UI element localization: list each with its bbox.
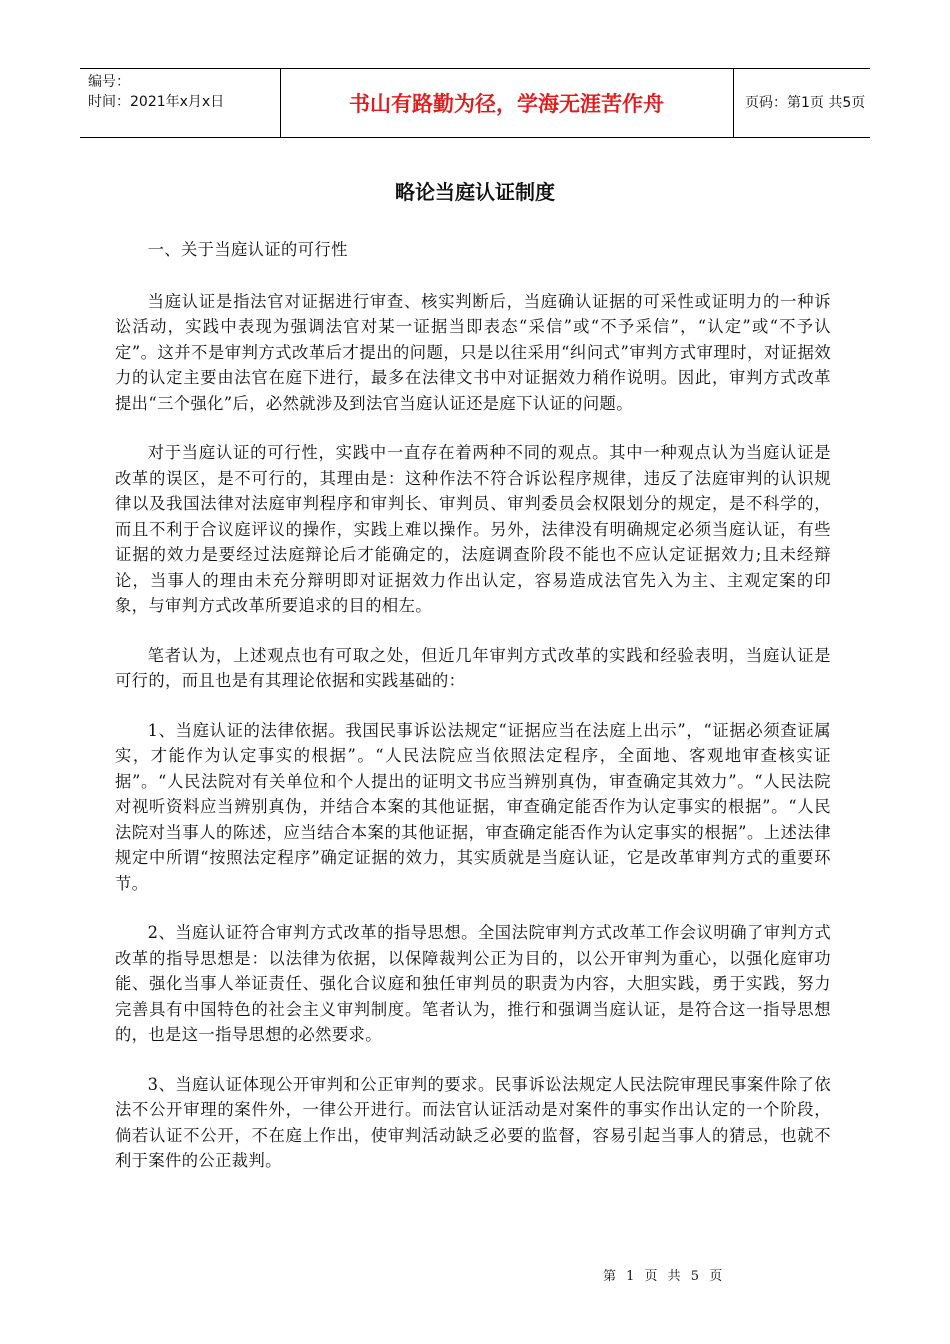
body-paragraph: 对于当庭认证的可行性，实践中一直存在着两种不同的观点。其中一种观点认为当庭认证是改革的误区，是不可行的，其理由是：这种作法不符合诉讼程序规律，违反了法庭审判的认识规律以及我国法律对法庭审判程序和审判长、审判员、审判委员会权限划分的规定，是不科学的，而且不利于合议庭评议的操作，实践上难以操作。另外，法律没有明确规定必须当庭认证，有些证据的效力是要经过法庭辩论后才能确定的，法庭调查阶段不能也不应认定证据效力;且未经辩论，当事人的理由未充分辩明即对证据效力作出认定，容易造成法官先入为主、主观定案的印象，与审判方式改革所要追求的目的相左。 bbox=[115, 443, 831, 615]
body-paragraph: 3、当庭认证体现公开审判和公正审判的要求。民事诉讼法规定人民法院审理民事案件除了依法不公开审理的案件外，一律公开进行。而法官认证活动是对案件的事实作出认定的一个阶段，倘若认证不公开，不在庭上作出，使审判活动缺乏必要的监督，容易引起当事人的猜忌，也就不利于案件的公正裁判。 bbox=[115, 1074, 831, 1170]
header-motto-cell bbox=[280, 69, 734, 137]
header-page-cell bbox=[733, 69, 870, 137]
body-paragraph: 笔者认为，上述观点也有可取之处，但近几年审判方式改革的实践和经验表明，当庭认证是可行的，而且也是有其理论依据和实践基础的： bbox=[115, 645, 831, 690]
section-heading: 一、关于当庭认证的可行性 bbox=[147, 240, 348, 259]
document-body bbox=[115, 237, 831, 1198]
document-title: 略论当庭认证制度 bbox=[395, 180, 555, 204]
header-motto: 书山有路勤为径，学海无涯苦作舟 bbox=[349, 92, 664, 116]
body-paragraph: 1、当庭认证的法律依据。我国民事诉讼法规定“证据应当在法庭上出示”，“证据必须查证属实，才能作为认定事实的根据”。“人民法院应当依照法定程序，全面地、客观地审查核实证据”。“人民法院对有关单位和个人提出的证明文书应当辨别真伪，审查确定其效力”。“人民法院对视听资料应当辨别真伪，并结合本案的其他证据，审查确定能否作为认定事实的根据”。“人民法院对当事人的陈述，应当结合本案的其他证据，审查确定能否作为认定事实的根据”。上述法律规定中所谓“按照法定程序”确定证据的效力，其实质就是当庭认证，它是改革审判方式的重要环节。 bbox=[115, 720, 831, 893]
document-number-label: 编号： bbox=[88, 74, 130, 90]
page-footer: 第 1 页 共 5 页 bbox=[603, 1269, 726, 1284]
body-paragraph: 当庭认证是指法官对证据进行审查、核实判断后，当庭确认证据的可采性或证明力的一种诉讼活动，实践中表现为强调法官对某一证据当即表态“采信”或“不予采信”，“认定”或“不予认定”。这并不是审判方式改革后才提出的问题，只是以往采用“纠问式”审判方式审理时，对证据效力的认定主要由法官在庭下进行，最多在法律文书中对证据效力稍作说明。因此，审判方式改革提出“三个强化”后，必然就涉及到法官当庭认证还是庭下认证的问题。 bbox=[115, 291, 831, 413]
document-date-label: 时间：2021年x月x日 bbox=[88, 94, 225, 110]
page-header bbox=[80, 68, 870, 138]
body-paragraph: 2、当庭认证符合审判方式改革的指导思想。全国法院审判方式改革工作会议明确了审判方式改革的指导思想是：以法律为依据，以保障裁判公正为目的，以公开审判为重心，以强化庭审功能、强化当事人举证责任、强化合议庭和独任审判员的职责为内容，大胆实践，勇于实践，努力完善具有中国特色的社会主义审判制度。笔者认为，推行和强调当庭认证，是符合这一指导思想的，也是这一指导思想的必然要求。 bbox=[115, 923, 831, 1044]
header-meta-cell bbox=[80, 69, 281, 137]
header-page-number: 页码：第1页 共5页 bbox=[745, 95, 866, 111]
